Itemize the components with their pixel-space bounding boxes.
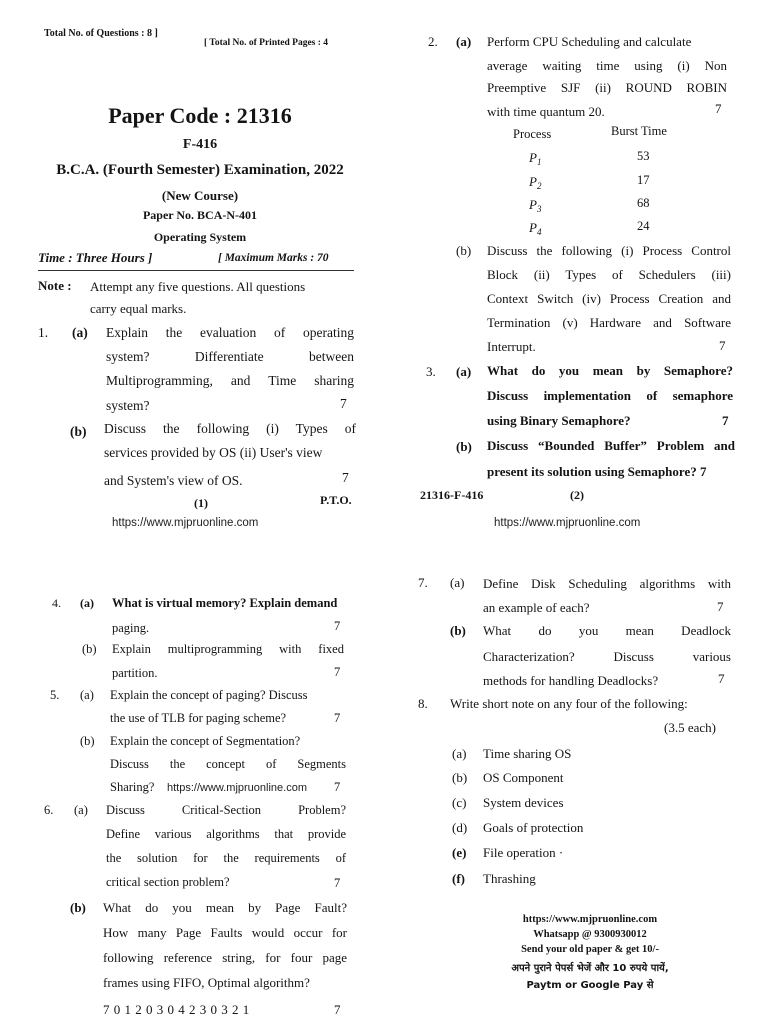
q2-number: 2. bbox=[428, 34, 438, 49]
q1b-line-3: and System's view of OS. bbox=[104, 473, 243, 488]
q6b-line-2: How many Page Faults would occur for bbox=[103, 925, 347, 940]
q8-item-text: File operation · bbox=[483, 845, 564, 860]
reference-string: 7 0 1 2 0 3 0 4 2 3 0 3 2 1 bbox=[103, 1002, 250, 1017]
q4a-label: (a) bbox=[80, 596, 94, 610]
q7b-line-3: methods for handling Deadlocks? bbox=[483, 673, 659, 688]
page-1-number: (1) bbox=[194, 496, 208, 510]
q2a-label: (a) bbox=[456, 34, 472, 49]
q2b-line-2: Block (ii) Types of Schedulers (iii) bbox=[487, 267, 731, 282]
table-header-burst: Burst Time bbox=[611, 124, 667, 138]
q3a-label: (a) bbox=[456, 364, 472, 379]
q1a-line-2: system? Differentiate between bbox=[106, 349, 354, 364]
q8-item-text: Time sharing OS bbox=[483, 746, 572, 761]
q6b-label: (b) bbox=[70, 900, 86, 915]
q5a-line-2: the use of TLB for paging scheme? bbox=[110, 711, 287, 725]
promo-hindi: अपने पुराने पेपर्स भेजें और 10 रुपये पायें, bbox=[511, 963, 669, 974]
q5-number: 5. bbox=[50, 688, 60, 702]
page-2-number: (2) bbox=[570, 488, 584, 502]
q1b-line-2: services provided by OS (ii) User's view bbox=[104, 445, 323, 460]
q8-item-label: (e) bbox=[452, 845, 467, 860]
total-questions: Total No. of Questions : 8 ] bbox=[44, 28, 158, 39]
table-burst-cell: 68 bbox=[637, 196, 650, 210]
q6b-line-3: following reference string, for four page bbox=[103, 950, 347, 965]
note-line-2: carry equal marks. bbox=[90, 301, 187, 316]
q4b-line-1: Explain multiprogramming with fixed bbox=[112, 642, 344, 656]
code-f: F-416 bbox=[182, 137, 218, 152]
promo-pay: Paytm or Google Pay से bbox=[526, 980, 654, 991]
paper-code: Paper Code : 21316 bbox=[108, 103, 292, 128]
q1a-line-3: Multiprogramming, and Time sharing bbox=[106, 373, 354, 388]
q1a-line-1: Explain the evaluation of operating bbox=[106, 325, 354, 340]
q1a-marks: 7 bbox=[340, 396, 347, 411]
table-burst-cell: 24 bbox=[637, 219, 650, 233]
total-pages: [ Total No. of Printed Pages : 4 bbox=[204, 38, 329, 48]
table-burst-cell: 17 bbox=[637, 173, 650, 187]
q4a-line-1: What is virtual memory? Explain demand bbox=[112, 596, 338, 610]
note-line-1: Attempt any five questions. All questions bbox=[90, 279, 306, 294]
q8-item-label: (a) bbox=[452, 746, 467, 761]
q2b-marks: 7 bbox=[719, 338, 726, 353]
q8-item-label: (b) bbox=[452, 770, 468, 785]
q2b-label: (b) bbox=[456, 243, 472, 258]
q7a-line-2: an example of each? bbox=[483, 600, 590, 615]
promo-send: Send your old paper & get 10/- bbox=[521, 944, 659, 955]
q5b-marks: 7 bbox=[334, 780, 341, 794]
q6a-line-2: Define various algorithms that provide bbox=[106, 827, 346, 841]
q3a-line-3: using Binary Semaphore? bbox=[487, 413, 631, 428]
q6-number: 6. bbox=[44, 803, 54, 817]
q8-item-text: OS Component bbox=[483, 770, 564, 785]
course-label: (New Course) bbox=[161, 188, 239, 203]
exam-title: B.C.A. (Fourth Semester) Examination, 2022 bbox=[56, 162, 344, 178]
q2b-line-3: Context Switch (iv) Process Creation and bbox=[487, 291, 731, 306]
promo-whatsapp: Whatsapp @ 9300930012 bbox=[533, 929, 647, 940]
q7b-line-1: What do you mean Deadlock bbox=[483, 623, 731, 638]
table-process-cell: $P_4$ bbox=[529, 220, 542, 237]
q2b-line-1: Discuss the following (i) Process Control bbox=[487, 243, 731, 258]
q3-number: 3. bbox=[426, 364, 436, 379]
website-url: https://www.mjpruonline.com bbox=[112, 517, 259, 529]
table-header-process: Process bbox=[513, 127, 552, 141]
q8-item-text: Thrashing bbox=[483, 871, 536, 886]
q5b-line-1: Explain the concept of Segmentation? bbox=[110, 734, 301, 748]
table-process-cell: $P_2$ bbox=[529, 174, 542, 191]
subject: Operating System bbox=[153, 230, 247, 244]
q8-marks: (3.5 each) bbox=[664, 720, 716, 735]
q3b-line-1: Discuss “Bounded Buffer” Problem and bbox=[487, 438, 735, 453]
q7a-marks: 7 bbox=[717, 599, 724, 614]
q8-item-label: (f) bbox=[452, 871, 465, 886]
q5a-marks: 7 bbox=[334, 711, 341, 725]
q7a-label: (a) bbox=[450, 575, 465, 590]
q2a-line-1: Perform CPU Scheduling and calculate bbox=[487, 34, 692, 49]
q6a-line-3: the solution for the requirements of bbox=[106, 851, 346, 865]
q2a-line-2: average waiting time using (i) Non bbox=[487, 58, 727, 73]
q3a-line-2: Discuss implementation of semaphore bbox=[487, 388, 733, 403]
q7-number: 7. bbox=[418, 575, 428, 590]
promo-url: https://www.mjpruonline.com bbox=[522, 914, 658, 925]
table-process-cell: $P_1$ bbox=[529, 150, 542, 167]
q8-item-text: Goals of protection bbox=[483, 820, 584, 835]
q4b-label: (b) bbox=[82, 642, 97, 656]
q6a-line-4: critical section problem? bbox=[106, 875, 230, 889]
website-url: https://www.mjpruonline.com bbox=[494, 517, 641, 529]
q4b-line-2: partition. bbox=[112, 666, 158, 680]
q3a-marks: 7 bbox=[722, 413, 729, 428]
q3b-label: (b) bbox=[456, 439, 472, 454]
q7b-label: (b) bbox=[450, 623, 466, 638]
time-label: Time : Three Hours ] bbox=[38, 250, 153, 265]
paper-number: Paper No. BCA-N-401 bbox=[142, 208, 258, 222]
q4-number: 4. bbox=[52, 596, 61, 610]
pto-label: P.T.O. bbox=[320, 493, 352, 507]
q7a-line-1: Define Disk Scheduling algorithms with bbox=[483, 576, 731, 591]
q5b-line-2: Discuss the concept of Segments bbox=[110, 757, 346, 771]
table-burst-cell: 53 bbox=[637, 149, 650, 163]
q8-item-label: (d) bbox=[452, 820, 468, 835]
q5a-line-1: Explain the concept of paging? Discuss bbox=[110, 688, 308, 702]
q8-item-text: System devices bbox=[483, 795, 564, 810]
q6b-line-1: What do you mean by Page Fault? bbox=[103, 900, 347, 915]
q1b-label: (b) bbox=[70, 424, 87, 439]
q4b-marks: 7 bbox=[334, 665, 341, 679]
q1a-label: (a) bbox=[72, 325, 88, 340]
q8-number: 8. bbox=[418, 696, 428, 711]
q5b-label: (b) bbox=[80, 734, 95, 748]
q4a-line-2: paging. bbox=[112, 621, 150, 635]
table-process-cell: $P_3$ bbox=[529, 197, 542, 214]
q8-item-label: (c) bbox=[452, 795, 467, 810]
q7b-marks: 7 bbox=[718, 671, 725, 686]
q2a-marks: 7 bbox=[715, 101, 722, 116]
q1a-line-4: system? bbox=[106, 398, 150, 413]
q1b-marks: 7 bbox=[342, 470, 349, 485]
note-label: Note : bbox=[38, 278, 72, 293]
q2b-line-5: Interrupt. bbox=[487, 339, 536, 354]
q2a-line-4: with time quantum 20. bbox=[487, 104, 605, 119]
max-marks: [ Maximum Marks : 70 bbox=[218, 252, 329, 264]
divider bbox=[38, 270, 354, 271]
q2a-line-3: Preemptive SJF (ii) ROUND ROBIN bbox=[487, 80, 727, 95]
q6a-label: (a) bbox=[74, 803, 88, 817]
q3b-line-2: present its solution using Semaphore? 7 bbox=[487, 464, 707, 479]
q2b-line-4: Termination (v) Hardware and Software bbox=[487, 315, 731, 330]
q1b-line-1: Discuss the following (i) Types of bbox=[104, 421, 356, 436]
q6a-marks: 7 bbox=[334, 876, 341, 890]
website-url: https://www.mjpruonline.com bbox=[167, 782, 307, 794]
q6b-marks: 7 bbox=[334, 1002, 341, 1017]
q1-number: 1. bbox=[38, 325, 49, 340]
q6a-line-1: Discuss Critical-Section Problem? bbox=[106, 803, 346, 817]
q7b-line-2: Characterization? Discuss various bbox=[483, 649, 731, 664]
q8-instruction: Write short note on any four of the following: bbox=[450, 696, 688, 711]
q4a-marks: 7 bbox=[334, 619, 341, 633]
q3a-line-1: What do you mean by Semaphore? bbox=[487, 363, 733, 378]
q5b-line-3: Sharing? bbox=[110, 780, 155, 794]
q6b-line-4: frames using FIFO, Optimal algorithm? bbox=[103, 975, 310, 990]
q5a-label: (a) bbox=[80, 688, 94, 702]
paper-code-footer: 21316-F-416 bbox=[420, 488, 484, 502]
